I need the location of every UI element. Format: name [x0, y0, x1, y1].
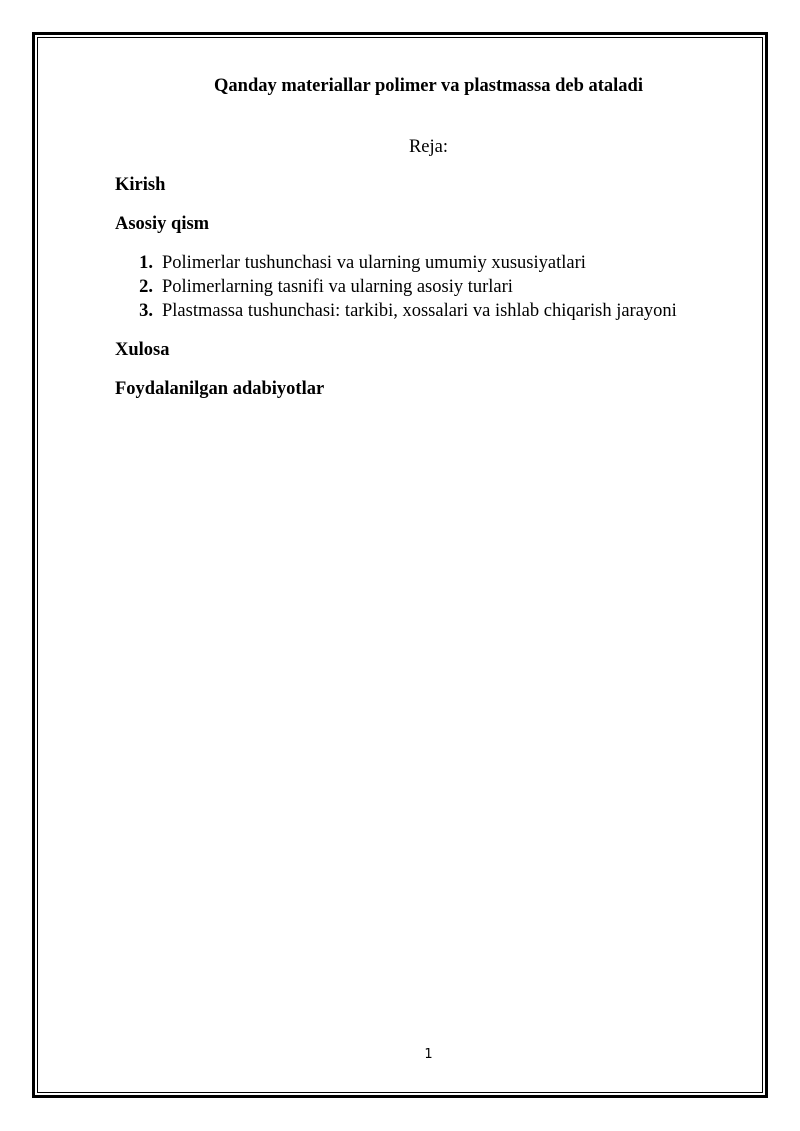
list-item: [115, 251, 677, 275]
list-item: [115, 275, 677, 299]
main-topics-list: [115, 251, 677, 323]
section-conclusion-heading: Xulosa: [115, 340, 170, 360]
plan-label: Reja:: [408, 137, 449, 157]
list-item-text: Plastmassa tushunchasi: tarkibi, xossalari va ishlab chiqarish jarayoni: [162, 301, 677, 321]
document-title: Qanday materiallar polimer va plastmassa deb ataladi: [214, 76, 643, 96]
list-item-text: Polimerlarning tasnifi va ularning asosiy turlari: [162, 277, 513, 297]
section-main-heading: Asosiy qism: [115, 214, 210, 234]
list-item-number: 3.: [139, 301, 153, 321]
page-number: 1: [424, 1047, 433, 1062]
list-item-number: 1.: [139, 253, 153, 273]
list-item-number: 2.: [139, 277, 153, 297]
list-item: [115, 299, 677, 323]
section-references-heading: Foydalanilgan adabiyotlar: [115, 379, 325, 399]
list-item-text: Polimerlar tushunchasi va ularning umumiy xususiyatlari: [162, 253, 586, 273]
section-intro-heading: Kirish: [115, 175, 166, 195]
